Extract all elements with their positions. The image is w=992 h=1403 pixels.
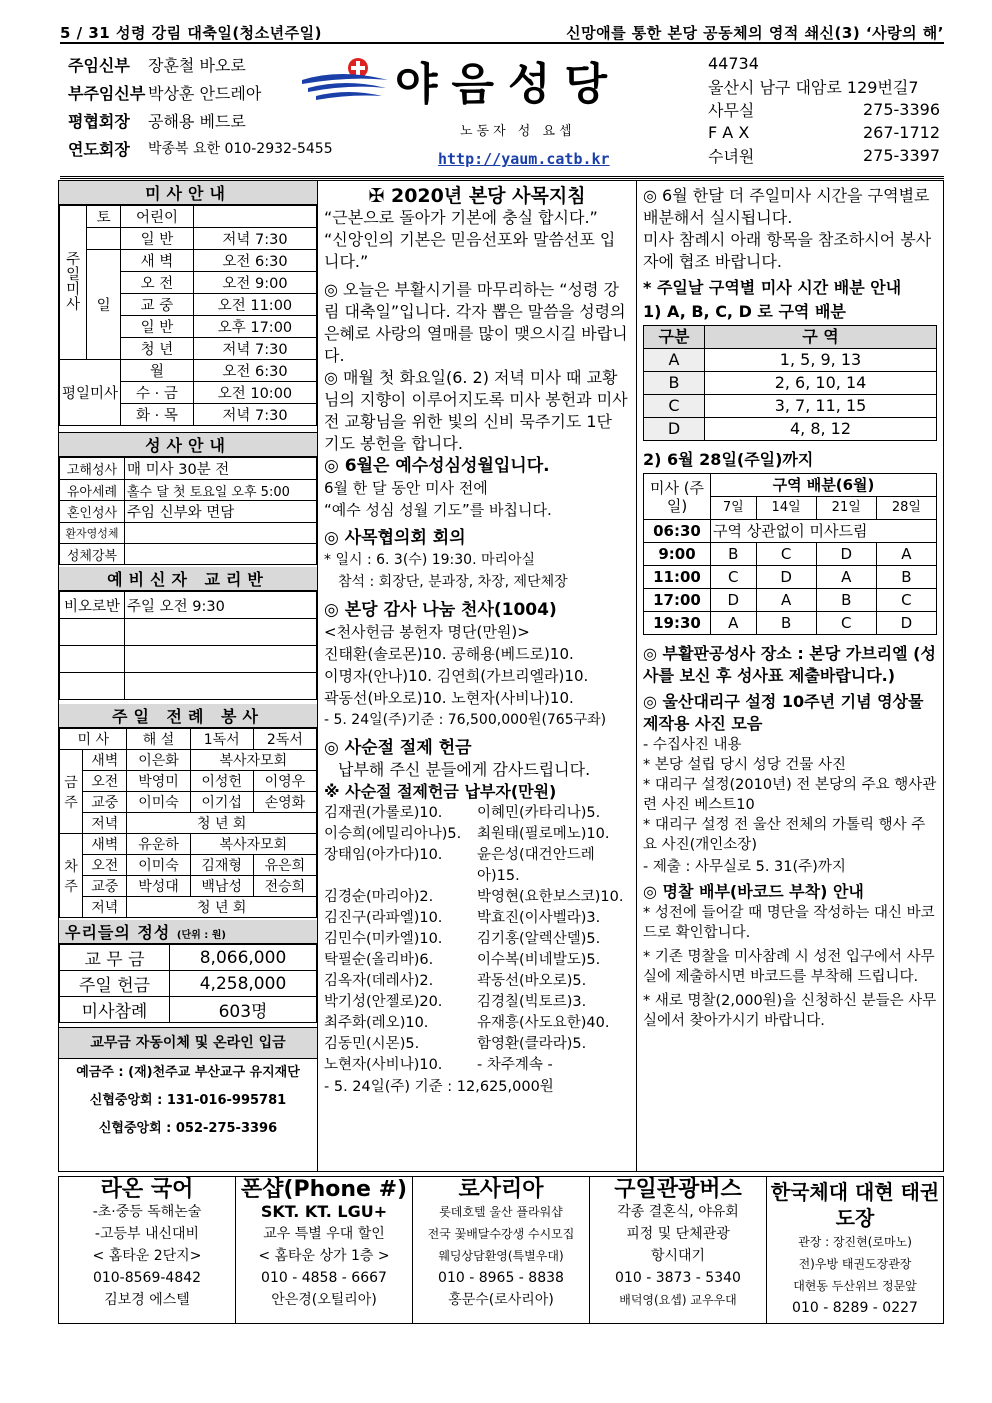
- donor: 김진구(라파엘)10.: [324, 910, 443, 926]
- liturgy-cell: 복사자모회: [190, 834, 316, 855]
- offering-kind: 교 무 금: [60, 945, 170, 971]
- left-column: [58, 180, 318, 1172]
- liturgy-cell: 새벽: [83, 834, 127, 855]
- policy-line: “신앙인의 기본은 믿음선포와 말씀선포 입니다.”: [324, 230, 616, 271]
- notice-first-tuesday: ◎ 매월 첫 화요일(6. 2) 저녁 미사 때 교황님의 지향이 이루어지도록 미사 봉헌과 미사 전 교황님을 위한 빛의 신비 묵주기도 1단 기도 봉헌을 합니다.: [324, 368, 628, 453]
- donor: 김경칠(빅토르)3.: [477, 994, 587, 1010]
- notice-line: 미사 참례시 아래 항목을 참조하시어 봉사자에 협조 바랍니다.: [643, 230, 932, 271]
- parish-url-link[interactable]: http://yaum.catb.kr: [438, 150, 610, 168]
- notice-title: ◎ 사목협의회 회의: [324, 528, 466, 548]
- ad-line: 홍문수(로사리아): [448, 1292, 554, 1308]
- liturgy-cell: 이기섭: [190, 792, 253, 813]
- donor: 이혜민(카타리나)5.: [477, 805, 601, 821]
- staff-role: 연도회장: [68, 139, 130, 159]
- offering-table: [59, 944, 317, 1023]
- donor: - 차주계속 -: [477, 1057, 553, 1073]
- liturgy-cell: 저녁: [83, 897, 127, 918]
- notice-line: * 주일날 구역별 미사 시간 배분 안내: [643, 278, 902, 297]
- staff-name: 박종복 요한 010-2932-5455: [148, 141, 333, 157]
- schedule-cell: D: [711, 589, 757, 612]
- sacrament-name: 환자영성체: [60, 523, 125, 544]
- notice-line: * 새로 명찰(2,000원)을 신청하신 분들은 사무실에서 찾아가시기 바랍니다.: [643, 993, 937, 1029]
- sacrament-name: 유아세례: [60, 480, 125, 501]
- sacrament-name: 성체강복: [60, 544, 125, 565]
- staff-name: 장훈철 바오로: [148, 55, 246, 75]
- liturgy-cell: 이영우: [253, 771, 316, 792]
- schedule-cell: A: [876, 543, 936, 566]
- donor: 노현자(사비나)10.: [324, 1057, 443, 1073]
- notice-title: ◎ 울산대리구 설정 10주년 기념 영상물 제작용 사진 모음: [643, 692, 924, 733]
- zone-head: 구분: [644, 326, 705, 349]
- masthead: [60, 44, 944, 179]
- ad-line: 웨딩상담환영(특별우대): [438, 1249, 564, 1263]
- contact-value: 275-3396: [862, 100, 940, 119]
- address-block: [708, 52, 940, 167]
- sacrament-title: 성사안내: [59, 432, 317, 457]
- ad-line: 010 - 3873 - 5340: [615, 1270, 741, 1286]
- schedule-day: 28일: [876, 497, 936, 520]
- schedule-cell: C: [876, 589, 936, 612]
- liturgy-cell: 박영미: [127, 771, 190, 792]
- ad-line: 항시대기: [650, 1248, 706, 1264]
- liturgy-head: 해 설: [127, 729, 190, 750]
- mass-kind: 월: [121, 360, 194, 382]
- mass-day: 일: [87, 250, 121, 360]
- donor: 박효진(이사벨라)3.: [477, 910, 601, 926]
- ad-title: 라온 국어: [100, 1177, 194, 1202]
- account-owner: 예금주 : (재)천주교 부산교구 유지재단: [76, 1065, 300, 1080]
- date-title: 5 / 31 성령 강림 대축일(청소년주일): [60, 24, 322, 42]
- notice-line: <천사헌금 봉헌자 명단(만원)>: [324, 623, 530, 641]
- ad-line: 관장 : 장진현(로마노): [798, 1235, 912, 1249]
- donor: 김동민(시몬)5.: [324, 1036, 420, 1052]
- ad-line: 010-8569-4842: [92, 1270, 202, 1286]
- schedule-time: 9:00: [644, 543, 711, 566]
- ad-line: 김보경 에스텔: [104, 1292, 190, 1308]
- contact-label: F A X: [708, 123, 750, 142]
- sacrament-table: [59, 457, 317, 565]
- sacrament-info: 홀수 달 첫 토요일 오후 5:00: [125, 480, 317, 501]
- sacrament-info: [125, 523, 317, 544]
- notice-line: - 5. 24일(주)기준 : 76,500,000원(765구좌): [324, 712, 607, 728]
- liturgy-cell: 손영화: [253, 792, 316, 813]
- liturgy-cell: 오전: [83, 771, 127, 792]
- liturgy-cell: 이성헌: [190, 771, 253, 792]
- ad-line: 010 - 8965 - 8838: [438, 1270, 564, 1286]
- bank-account: 신협중앙회 : 131-016-995781: [89, 1093, 287, 1108]
- zone-list: 2, 6, 10, 14: [705, 372, 937, 395]
- donor: 최주화(레오)10.: [324, 1015, 429, 1031]
- schedule-cell: D: [876, 612, 936, 635]
- mass-time: 오전 6:30: [193, 360, 316, 382]
- offering-kind: 미사참례: [60, 997, 170, 1023]
- donor: 탁필순(올리바)6.: [324, 952, 434, 968]
- liturgy-cell: 교중: [83, 792, 127, 813]
- schedule-cell: A: [816, 566, 876, 589]
- catechumen-title: 예비신자 교리반: [59, 567, 317, 591]
- zone-list: 4, 8, 12: [705, 418, 937, 441]
- sacrament-name: 고해성사: [60, 458, 125, 480]
- liturgy-cell: 이미숙: [127, 792, 190, 813]
- sacrament-info: 주임 신부와 면담: [125, 501, 317, 523]
- mass-time: 오후 17:00: [193, 316, 316, 338]
- donor-list: [324, 803, 630, 1076]
- mass-day: 토: [87, 206, 121, 228]
- staff-list: [68, 50, 333, 162]
- right-column: [636, 180, 944, 1172]
- mass-time: 오전 11:00: [193, 294, 316, 316]
- week-label: 금주: [60, 750, 83, 834]
- notice-title: ◎ 사순절 절제 헌금: [324, 738, 472, 758]
- theme-title: 신망애를 통한 본당 공동체의 영적 쇄신(3) ‘사랑의 해’: [566, 24, 944, 42]
- liturgy-cell: 유운하: [127, 834, 190, 855]
- zone-id: B: [644, 372, 705, 395]
- top-banner: [60, 22, 944, 44]
- ad-title: 구일관광버스: [614, 1177, 742, 1202]
- mass-kind: 일 반: [121, 228, 194, 250]
- ad-line: 010 - 4858 - 6667: [261, 1270, 387, 1286]
- ad-line: < 홈타운 2단지>: [92, 1248, 202, 1264]
- notice-line: 참석 : 회장단, 분과장, 차장, 제단체장: [338, 574, 568, 590]
- schedule-cell: D: [816, 543, 876, 566]
- liturgy-cell: 전승희: [253, 876, 316, 897]
- donor: 곽동선(바오로)5.: [477, 973, 587, 989]
- liturgy-cell: 유은희: [253, 855, 316, 876]
- patron-saint: 노동자 성 요셉: [460, 124, 576, 139]
- bank-account: 신협중앙회 : 052-275-3396: [98, 1121, 278, 1136]
- offering-kind: 주일 헌금: [60, 971, 170, 997]
- contact-value: 275-3397: [862, 146, 940, 165]
- liturgy-cell: 오전: [83, 855, 127, 876]
- zone-table: [643, 325, 937, 441]
- liturgy-cell: 청 년 회: [127, 897, 317, 918]
- liturgy-cell: 이은화: [127, 750, 190, 771]
- offering-value: 8,066,000: [170, 945, 317, 971]
- parish-name: 야음성당: [395, 59, 622, 110]
- mass-kind: 일 반: [121, 316, 194, 338]
- contact-value: 267-1712: [862, 123, 940, 142]
- donor: 김민수(미카엘)10.: [324, 931, 443, 947]
- schedule-cell: D: [756, 566, 816, 589]
- policy-title: ✠ 2020년 본당 사목지침: [368, 185, 586, 207]
- liturgy-cell: 복사자모회: [190, 750, 316, 771]
- mass-kind: 화 · 목: [121, 404, 194, 426]
- notice-line: ※ 사순절 절제헌금 납부자(만원): [324, 782, 557, 801]
- notice-line: * 본당 설립 당시 성당 건물 사진: [643, 757, 846, 773]
- schedule-cell: C: [816, 612, 876, 635]
- mass-time: 저녁 7:30: [193, 228, 316, 250]
- notice-line: * 기존 명찰을 미사참례 시 성전 입구에서 사무실에 제출하시면 바코드를 부착해 드립니다.: [643, 949, 935, 985]
- ad-line: 배덕영(요셉) 교우우대: [619, 1293, 737, 1307]
- liturgy-title: 주일 전례 봉사: [59, 704, 317, 728]
- zone-list: 1, 5, 9, 13: [705, 349, 937, 372]
- liturgy-cell: 새벽: [83, 750, 127, 771]
- ad-box: [236, 1177, 413, 1323]
- schedule-cell: B: [816, 589, 876, 612]
- contact-label: 사무실: [708, 101, 755, 120]
- donor: 김기홍(알렉산델)5.: [477, 931, 601, 947]
- notice-title: ◎ 명찰 배부(바코드 부착) 안내: [643, 882, 864, 901]
- sacrament-name: 혼인성사: [60, 501, 125, 523]
- schedule-head: 미사 (주일): [644, 474, 711, 520]
- notice-pentecost: ◎ 오늘은 부활시기를 마무리하는 “성령 강림 대축일”입니다. 각자 뽑은 말씀을 성령의 은혜로 사랑의 열매를 많이 맺으시길 바랍니다.: [324, 280, 628, 365]
- ad-line: 전국 꽃배달수강생 수시모집: [427, 1227, 575, 1241]
- notice-line: 6월 한 달 동안 미사 전에: [324, 479, 488, 497]
- policy-line: “근본으로 돌아가 기본에 충실 합시다.”: [324, 208, 598, 227]
- liturgy-head: 2독서: [253, 729, 316, 750]
- liturgy-cell: 백남성: [190, 876, 253, 897]
- mass-kind: 오 전: [121, 272, 194, 294]
- zone-id: C: [644, 395, 705, 418]
- liturgy-head: 1독서: [190, 729, 253, 750]
- notice-line: 1) A, B, C, D 로 구역 배분: [643, 302, 846, 321]
- liturgy-cell: 이미숙: [127, 855, 190, 876]
- donor: 함영환(클라라)5.: [477, 1036, 587, 1052]
- notice-title: ◎ 본당 감사 나눔 천사(1004): [324, 600, 557, 620]
- notice-line: - 5. 24일(주) 기준 : 12,625,000원: [324, 1079, 554, 1095]
- mass-title: 미사안내: [59, 181, 317, 205]
- mass-time: 오전 10:00: [193, 382, 316, 404]
- ad-title: 한국체대 대현 태권도장: [770, 1180, 940, 1230]
- notice-line: “예수 성심 성월 기도”를 바칩니다.: [324, 501, 552, 519]
- offering-title: [59, 920, 317, 944]
- notice-line: 2) 6월 28일(주일)까지: [643, 450, 814, 469]
- mass-time: [193, 206, 316, 228]
- mass-time: 오전 9:00: [193, 272, 316, 294]
- schedule-time: 06:30: [644, 520, 711, 543]
- sacrament-info: [125, 544, 317, 565]
- catechumen-class: 비오로반: [60, 592, 125, 619]
- schedule-table: [643, 473, 937, 635]
- donor: 김옥자(데레사)2.: [324, 973, 434, 989]
- donor: 김재권(가롤로)10.: [324, 805, 443, 821]
- liturgy-cell: 청 년 회: [127, 813, 317, 834]
- offering-unit: (단위 : 원): [176, 930, 226, 941]
- week-label: 차주: [60, 834, 83, 918]
- notice-line: * 성전에 들어갈 때 명단을 작성하는 대신 바코드로 확인합니다.: [643, 905, 935, 941]
- zone-head: 구 역: [705, 326, 937, 349]
- schedule-cell: C: [711, 566, 757, 589]
- staff-role: 주임신부: [68, 55, 130, 75]
- ad-line: 안은경(오틸리아): [271, 1292, 377, 1308]
- schedule-cell: B: [876, 566, 936, 589]
- notice-line: - 제출 : 사무실로 5. 31(주)까지: [643, 859, 846, 875]
- staff-name: 박상훈 안드레아: [148, 83, 262, 103]
- schedule-time: 19:30: [644, 612, 711, 635]
- ad-strip: [58, 1176, 944, 1324]
- mass-time: 오전 6:30: [193, 250, 316, 272]
- liturgy-cell: 김재형: [190, 855, 253, 876]
- liturgy-head: 미 사: [60, 729, 127, 750]
- ad-line: SKT. KT. LGU+: [260, 1202, 388, 1221]
- offering-value: 603명: [170, 997, 317, 1023]
- schedule-cell: A: [756, 589, 816, 612]
- ad-box: [413, 1177, 590, 1323]
- ad-title: 폰샵(Phone #): [240, 1177, 408, 1202]
- schedule-cell: 구역 상관없이 미사드림: [711, 520, 937, 543]
- ad-box: [59, 1177, 236, 1323]
- schedule-head: 구역 배분(6월): [711, 474, 937, 497]
- ad-line: 교우 특별 우대 할인: [263, 1226, 385, 1242]
- notice-line: - 수집사진 내용: [643, 737, 742, 753]
- ad-box: [767, 1177, 943, 1323]
- staff-name: 공해용 베드로: [148, 111, 246, 131]
- donor: 이수복(비네발도)5.: [477, 952, 601, 968]
- notice-line: 이명자(안나)10. 김연희(가브리엘라)10.: [324, 667, 589, 685]
- liturgy-cell: 박성대: [127, 876, 190, 897]
- ad-line: 전)우방 태권도장관장: [798, 1257, 912, 1271]
- liturgy-cell: 저녁: [83, 813, 127, 834]
- donor: 김경순(마리아)2.: [324, 889, 434, 905]
- offering-value: 4,258,000: [170, 971, 317, 997]
- mass-kind: 청 년: [121, 338, 194, 360]
- mass-group: 평일미사: [60, 360, 121, 426]
- ad-line: < 홈타운 상가 1층 >: [258, 1248, 390, 1264]
- notice-confession: ◎ 부활판공성사 장소 : 본당 가브리엘 (성사를 보신 후 성사표 제출바랍니다.): [643, 644, 936, 685]
- address: 울산시 남구 대암로 129번길7: [708, 78, 919, 97]
- ad-title: 로사리아: [458, 1177, 544, 1202]
- offering-title-text: 우리들의 정성: [65, 923, 171, 942]
- zone-list: 3, 7, 11, 15: [705, 395, 937, 418]
- schedule-day: 7일: [711, 497, 757, 520]
- staff-role: 평협회장: [68, 111, 130, 131]
- sacrament-info: 매 미사 30분 전: [125, 458, 317, 480]
- notice-line: 납부해 주신 분들에게 감사드립니다.: [338, 760, 591, 779]
- notice-line: * 일시 : 6. 3(수) 19:30. 마리아실: [324, 552, 536, 568]
- ad-box: [590, 1177, 767, 1323]
- donor: 장태임(아가다)10.: [324, 847, 443, 863]
- schedule-cell: A: [711, 612, 757, 635]
- schedule-day: 14일: [756, 497, 816, 520]
- postcode: 44734: [708, 54, 759, 73]
- contact-label: 수녀원: [708, 147, 755, 166]
- liturgy-cell: 교중: [83, 876, 127, 897]
- ad-line: 대현동 두산위브 정문앞: [793, 1279, 917, 1293]
- notice-title: ◎ 6월은 예수성심성월입니다.: [324, 456, 550, 476]
- mass-time: 저녁 7:30: [193, 338, 316, 360]
- mass-kind: 어린이: [121, 206, 194, 228]
- zone-id: A: [644, 349, 705, 372]
- ad-line: 각종 결혼식, 야유회: [617, 1204, 739, 1220]
- donor: 윤은성(대건안드레아)15.: [477, 847, 595, 884]
- mass-kind: 수 · 금: [121, 382, 194, 404]
- mass-time: 저녁 7:30: [193, 404, 316, 426]
- ad-line: -고등부 내신대비: [94, 1226, 200, 1242]
- donor: 이승희(에밀리아나)5.: [324, 826, 462, 842]
- ad-line: 롯데호텔 울산 플라워샵: [439, 1205, 563, 1219]
- schedule-cell: B: [756, 612, 816, 635]
- schedule-cell: B: [711, 543, 757, 566]
- mass-kind: 교 중: [121, 294, 194, 316]
- ad-line: 피정 및 단체관광: [626, 1226, 730, 1242]
- ad-line: -초·중등 독해논술: [92, 1204, 202, 1220]
- schedule-day: 21일: [816, 497, 876, 520]
- schedule-time: 17:00: [644, 589, 711, 612]
- mass-kind: 새 벽: [121, 250, 194, 272]
- schedule-time: 11:00: [644, 566, 711, 589]
- notice-line: * 대리구 설정(2010년) 전 본당의 주요 행사관련 사진 베스트10: [643, 777, 937, 813]
- zone-id: D: [644, 418, 705, 441]
- mass-table: [59, 205, 317, 426]
- notice-line: 진태환(솔로몬)10. 공해용(베드로)10.: [324, 645, 574, 663]
- notice-line: 곽동선(바오로)10. 노현자(사비나)10.: [324, 689, 574, 707]
- staff-role: 부주임신부: [68, 83, 146, 103]
- ad-line: 010 - 8289 - 0227: [792, 1300, 918, 1316]
- liturgy-table: [59, 728, 317, 918]
- autopay-title: 교무금 자동이체 및 온라인 입금: [59, 1027, 317, 1059]
- notice-line: ◎ 6월 한달 더 주일미사 시간을 구역별로 배분해서 실시됩니다.: [643, 186, 930, 227]
- donor: 최원태(필로메노)10.: [477, 826, 610, 842]
- donor: 유재흥(사도요한)40.: [477, 1015, 610, 1031]
- catechumen-time: 주일 오전 9:30: [125, 592, 317, 619]
- catechumen-table: [59, 591, 317, 700]
- church-logo-icon: [300, 54, 390, 104]
- donor: 박기성(안젤로)20.: [324, 994, 443, 1010]
- schedule-cell: C: [756, 543, 816, 566]
- mass-group: 주일미사: [60, 206, 87, 360]
- center-column: [318, 180, 636, 1172]
- donor: 박영현(요한보스코)10.: [477, 889, 624, 905]
- notice-line: * 대리구 설정 전 울산 전체의 가톨릭 행사 주요 사진(개인소장): [643, 817, 926, 853]
